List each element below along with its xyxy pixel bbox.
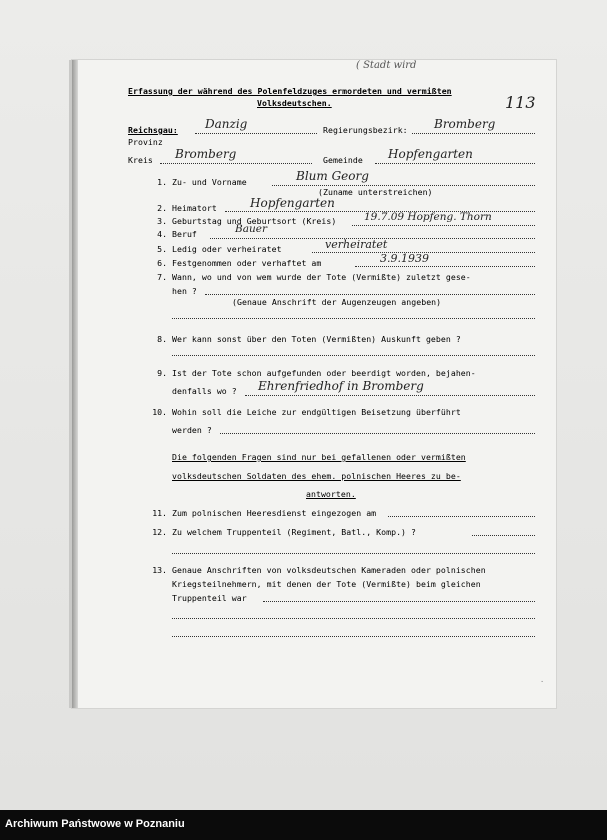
question-text-line2: Kriegsteilnehmern, mit denen der Tote (Vermißte) beim gleichen [172, 579, 481, 589]
question-text: Geburtstag und Geburtsort (Kreis) [172, 216, 337, 226]
question-number: 11. [152, 508, 167, 518]
section-note-line2: volksdeutschen Soldaten des ehem. polnischen Heeres zu be- [172, 471, 461, 481]
question-text-line1: Wohin soll die Leiche zur endgültigen Beisetzung überführt [172, 407, 461, 417]
dotted-line [172, 553, 535, 554]
dotted-line [205, 294, 535, 295]
dotted-line [412, 133, 535, 134]
gemeinde-label: Gemeinde [323, 155, 363, 165]
question-text-line1: Ist der Tote schon aufgefunden oder beerdigt worden, bejahen- [172, 368, 476, 378]
dotted-line [375, 163, 535, 164]
dotted-line [352, 225, 535, 226]
question-text: Zu- und Vorname [172, 177, 247, 187]
question-note: (Genaue Anschrift der Augenzeugen angeben) [232, 297, 442, 307]
question-number: 7. [157, 272, 167, 282]
dotted-line [172, 618, 535, 619]
dotted-line [263, 601, 535, 602]
question-number: 4. [157, 229, 167, 239]
dotted-line [172, 636, 535, 637]
answer-name: Blum Georg [296, 169, 369, 183]
answer-familienstand: verheiratet [325, 238, 388, 251]
regbez-label: Regierungsbezirk: [323, 125, 408, 135]
archive-name: Archiwum Państwowe w Poznaniu [5, 818, 185, 830]
dotted-line [160, 163, 312, 164]
question-text: Wer kann sonst über den Toten (Vermißten) Auskunft geben ? [172, 334, 461, 344]
question-text: Zu welchem Truppenteil (Regiment, Batl., Komp.) ? [172, 527, 416, 537]
regbez-value: Bromberg [434, 117, 496, 131]
sheet-corner-mark: . [540, 676, 545, 684]
answer-geburt: 19.7.09 Hopfeng. Thorn [364, 211, 492, 223]
form-title-line2: Volksdeutschen. [257, 98, 332, 108]
question-number: 10. [152, 407, 167, 417]
corner-note: ( Stadt wird [356, 60, 417, 71]
sheet-edge [72, 60, 78, 708]
kreis-value: Bromberg [175, 147, 237, 161]
provinz-label: Provinz [128, 137, 163, 147]
question-text-line1: Wann, wo und von wem wurde der Tote (Vermißte) zuletzt gese- [172, 272, 471, 282]
dotted-line [272, 185, 535, 186]
question-number: 13. [152, 565, 167, 575]
question-number: 2. [157, 203, 167, 213]
answer-beruf: Bauer [235, 223, 267, 235]
reichsgau-value: Danzig [205, 117, 248, 131]
question-text: Beruf [172, 229, 197, 239]
answer-heimatort: Hopfengarten [250, 196, 335, 210]
answer-verhaftet: 3.9.1939 [380, 252, 429, 265]
dotted-line [472, 535, 535, 536]
question-text: Festgenommen oder verhaftet am [172, 258, 322, 268]
reichsgau-label: Reichsgau: [128, 125, 178, 135]
question-text-line2: denfalls wo ? [172, 386, 237, 396]
question-text: Ledig oder verheiratet [172, 244, 282, 254]
corner-number: 113 [505, 93, 536, 112]
question-text-line3: Truppenteil war [172, 593, 247, 603]
dotted-line [245, 395, 535, 396]
question-text-line2: hen ? [172, 286, 197, 296]
form-title-line1: Erfassung der während des Polenfeldzuges ermordeten und vermißten [128, 86, 452, 96]
question-number: 9. [157, 368, 167, 378]
gemeinde-value: Hopfengarten [388, 147, 473, 161]
kreis-label: Kreis [128, 155, 153, 165]
dotted-line [195, 133, 317, 134]
question-note: (Zuname unterstreichen) [318, 187, 433, 197]
section-note-line3: antworten. [306, 489, 356, 499]
question-text-line1: Genaue Anschriften von volksdeutschen Kameraden oder polnischen [172, 565, 486, 575]
question-text: Zum polnischen Heeresdienst eingezogen am [172, 508, 377, 518]
question-text-line2: werden ? [172, 425, 212, 435]
question-number: 12. [152, 527, 167, 537]
dotted-line [355, 266, 535, 267]
question-number: 6. [157, 258, 167, 268]
question-number: 3. [157, 216, 167, 226]
dotted-line [172, 355, 535, 356]
answer-begraebnis: Ehrenfriedhof in Bromberg [258, 379, 424, 393]
dotted-line [172, 318, 535, 319]
section-note-line1: Die folgenden Fragen sind nur bei gefallenen oder vermißten [172, 452, 466, 462]
question-number: 1. [157, 177, 167, 187]
question-text: Heimatort [172, 203, 217, 213]
question-number: 5. [157, 244, 167, 254]
dotted-line [220, 433, 535, 434]
question-number: 8. [157, 334, 167, 344]
dotted-line [388, 516, 535, 517]
